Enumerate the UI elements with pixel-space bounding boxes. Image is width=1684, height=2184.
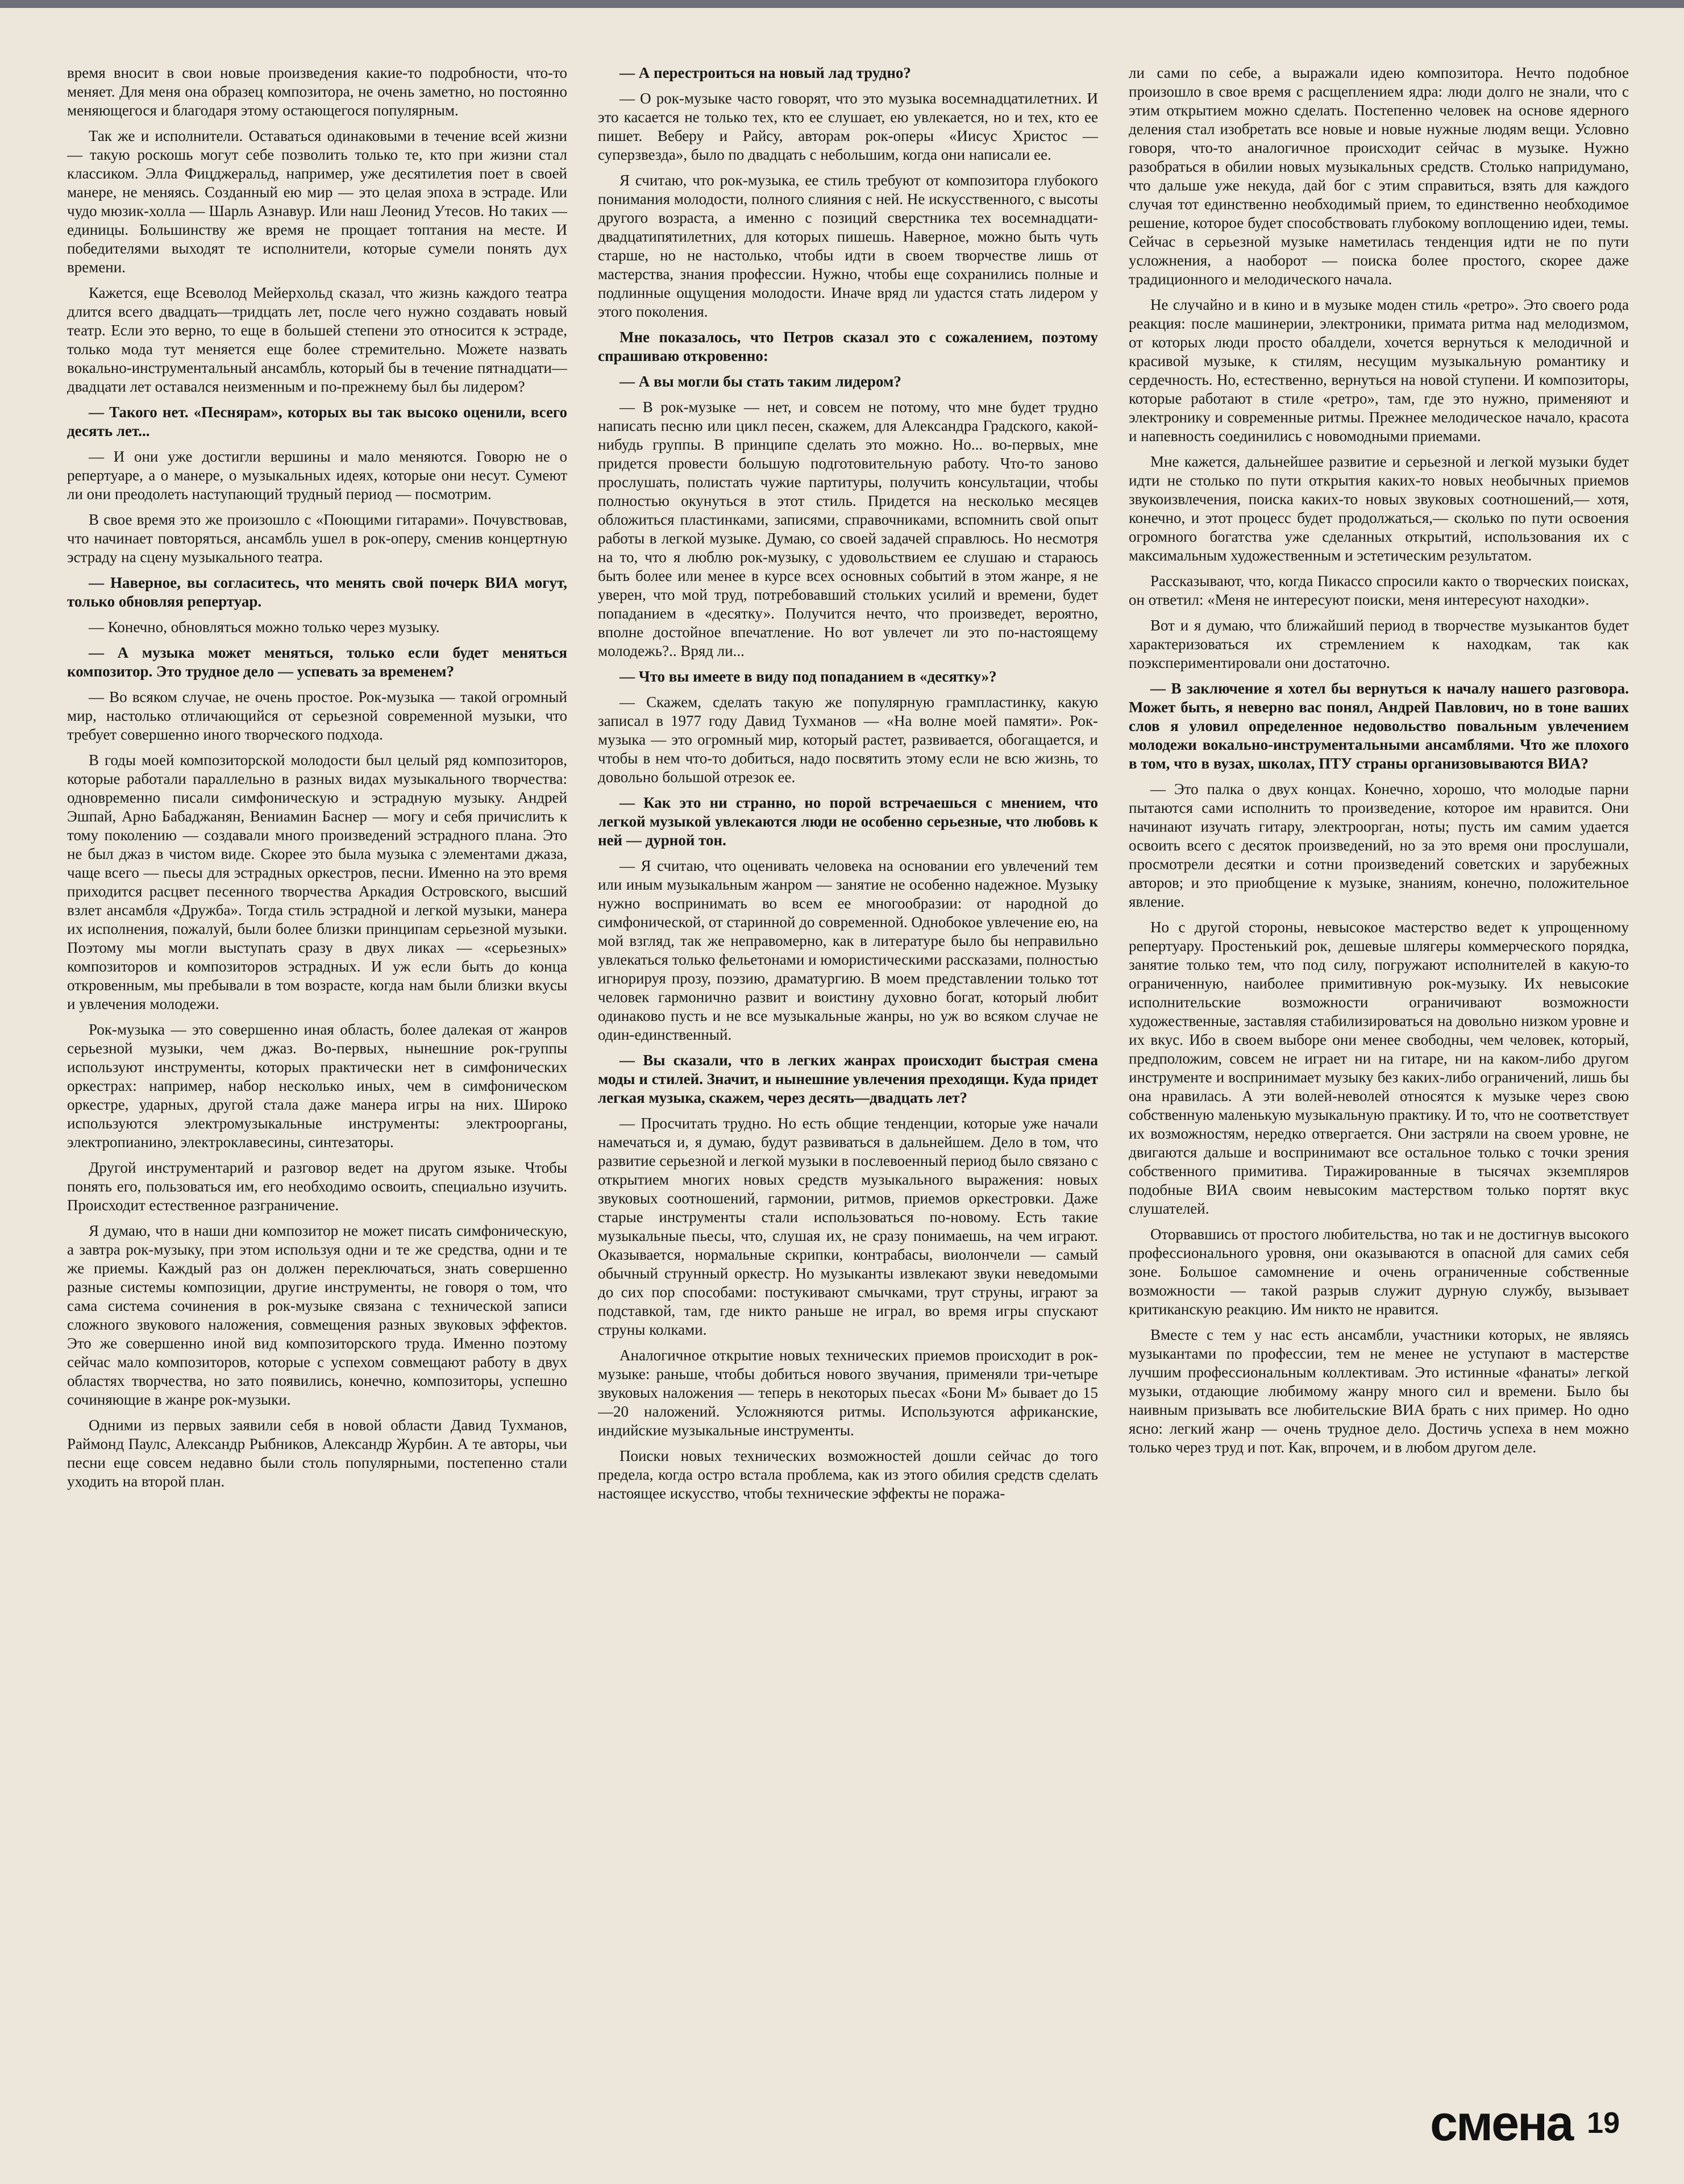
paragraph-continued: ли сами по себе, а выражали идею композитора. Нечто подобное произошло в свое время с расщеплением ядра: люди долго не знали, что с этим открытием можно сделать. Постепенно человек на основе ядерного деления стал изобретать все новые и новые нужные людям вещи. Условно говоря, что-то аналогичное происходит сейчас в музыке. Нужно разобраться в обилии новых музыкальных средств. Столько напридумано, что дальше уже некуда, дай бог с этим справиться, взять для каждого случая тот единственно необходимый прием, то единственно необходимое решение, которое будет способствовать глубокому воплощению идеи, темы. Сейчас в серьезной музыке наметилась тенденция идти не по пути усложнения, а наоборот — поиска более простого, скорее даже традиционного и мелодического начала. xyxy=(1129,64,1629,288)
paragraph: Так же и исполнители. Оставаться одинаковыми в течение всей жизни — такую роскошь могут себе позволить только те, кто при жизни стал классиком. Элла Фицджеральд, например, уже десятилетия поет в своей манере, не меняясь. Созданный ею мир — это целая эпоха в эстраде. Или чудо мюзик-холла — Шарль Азнавур. Или наш Леонид Утесов. Но таких — единицы. Большинству же время не прощает топтания на месте. И победителями выходят те исполнители, которые сумели понять дух времени. xyxy=(67,127,567,276)
interview-question: — А перестроиться на новый лад трудно? xyxy=(619,64,911,81)
interview-question: Мне показалось, что Петров сказал это с сожалением, поэтому спрашиваю откровенно: xyxy=(598,329,1098,364)
text-column-2 xyxy=(598,64,1098,2087)
paragraph: — Конечно, обновляться можно только через музыку. xyxy=(89,618,440,636)
interview-question: — Такого нет. «Песнярам», которых вы так высоко оценили, всего десять лет... xyxy=(67,404,567,439)
interview-question: — Наверное, вы согласитесь, что менять свой почерк ВИА могут, только обновляя репертуар. xyxy=(67,574,567,610)
interview-question: — Как это ни странно, но порой встречаешься с мнением, что легкой музыкой увлекаются люди не особенно серьезные, что любовь к ней — дурной тон. xyxy=(598,794,1098,849)
paragraph: Оторвавшись от простого любительства, но так и не достигнув высокого профессионального уровня, они оказываются в опасной для самих себя зоне. Большое самомнение и очень ограниченные собственные возможности — такой разрыв служит дурную службу, вызывает критиканскую реакцию. Им никто не нравится. xyxy=(1129,1226,1629,1318)
paragraph: Я считаю, что рок-музыка, ее стиль требуют от композитора глубокого понимания молодости, полного слияния с ней. Не искусственного, с высоты другого возраста, а именно с позиций сверстника тех восемнадцати-двадцатипятилетних, для которых пишешь. Наверное, можно быть чуть старше, но не настолько, чтобы идти в своем творчестве лишь от мастерства, знания профессии. Нужно, чтобы еще сохранились полные и подлинные ощущения молодости. Иначе вряд ли удастся стать лидером у этого поколения. xyxy=(598,172,1098,320)
interview-question: — Что вы имеете в виду под попаданием в «десятку»? xyxy=(619,668,997,685)
paragraph: — Это палка о двух концах. Конечно, хорошо, что молодые парни пытаются сами исполнить то произведение, которое им нравится. Они начинают изучать гитару, электроорган, ноты; пусть им самим удается освоить всего с десяток произведений, но за это время они прослушали, просмотрели десятки и сотни произведений советских и зарубежных авторов; и это приобщение к музыке, знаниям, конечно, положительное явление. xyxy=(1129,780,1629,910)
paragraph: Аналогичное открытие новых технических приемов происходит в рок-музыке: раньше, чтобы добиться нового звучания, применяли три-четыре звуковых наложения — теперь в некоторых пьесах «Бони М» бывает до 15—20 наложений. Усложняются ритмы. Используются африканские, индийские музыкальные инструменты. xyxy=(598,1347,1098,1439)
magazine-logo: смена xyxy=(1430,2095,1573,2151)
interview-question: — В заключение я хотел бы вернуться к началу нашего разговора. Может быть, я неверно вас понял, Андрей Павлович, но в тоне ваших слов я уловил определенное недовольство повальным увлечением молодежи вокально-инструментальными ансамблями. Что же плохого в том, что в вузах, школах, ПТУ страны организовываются ВИА? xyxy=(1129,680,1629,772)
paragraph: — О рок-музыке часто говорят, что это музыка восемнадцатилетних. И это касается не только тех, кто ее слушает, ею увлекается, но и тех, кто ее пишет. Веберу и Райсу, авторам рок-оперы «Иисус Христос — суперзвезда», было по двадцать с небольшим, когда они написали ее. xyxy=(598,90,1098,163)
paragraph: — И они уже достигли вершины и мало меняются. Говорю не о репертуаре, а о манере, о музыкальных идеях, которые они несут. Сумеют ли они преодолеть наступающий трудный период — посмотрим. xyxy=(67,448,567,503)
paragraph: Рок-музыка — это совершенно иная область, более далекая от жанров серьезной музыки, чем джаз. Во-первых, нынешние рок-группы используют инструменты, которых практически нет в симфонических оркестрах: например, набор несколько иных, чем в симфоническом оркестре, ударных, другой стала даже манера игры на них. Широко используются электромузыкальные инструменты: электроорганы, электропианино, электроклавесины, синтезаторы. xyxy=(67,1021,567,1151)
paragraph: — В рок-музыке — нет, и совсем не потому, что мне будет трудно написать песню или цикл песен, скажем, для Александра Градского, какой-нибудь группы. В принципе сделать это можно. Но... во-первых, мне придется провести большую подготовительную работу. Что-то заново прослушать, полистать чужие партитуры, получить консультации, чтобы полностью окунуться в этот стиль. Придется на несколько месяцев обложиться пластинками, записями, справочниками, вспомнить свой опыт работы в легкой музыке. Думаю, со своей задачей справлюсь. Но несмотря на то, что я люблю рок-музыку, с удовольствием ее слушаю и стараюсь быть более или менее в курсе всех основных событий в этом жанре, я не уверен, что мой труд, потребовавший стольких усилий и времени, будет попаданием в «десятку». Получится нечто, что произведет, вероятно, вполне достойное впечатление. Но вот увлечет ли это по-настоящему молодежь?.. Вряд ли... xyxy=(598,398,1098,659)
paragraph: Я думаю, что в наши дни композитор не может писать симфоническую, а завтра рок-музыку, при этом используя одни и те же средства, одни и те же приемы. Каждый раз он должен переключаться, знать совершенно разные системы композиции, другие инструменты, не говоря о том, что сама система сочинения в рок-музыке связана с технической записи сложного звукового наложения, совмещения разных звуковых эффектов. Это же совершенно иной вид композиторского труда. Именно поэтому сейчас мало композиторов, которые с успехом совмещают работу в двух областях творчества, но зато появились, конечно, композиторы, успешно сочиняющие в жанре рок-музыки. xyxy=(67,1222,567,1408)
page-number: 19 xyxy=(1587,2107,1620,2140)
paragraph: В годы моей композиторской молодости был целый ряд композиторов, которые работали параллельно в разных видах музыкального творчества: одновременно писали симфоническую и эстрадную музыку. Андрей Эшпай, Арно Бабаджанян, Вениамин Баснер — могу и себя причислить к тому поколению — создавали много произведений эстрадного плана. Это не был джаз в чистом виде. Скорее это была музыка с элементами джаза, чаще всего — пьесы для эстрадных оркестров, песни. Именно на это время приходится расцвет песенного творчества Аркадия Островского, высший взлет ансамбля «Дружба». Тогда стиль эстрадной и легкой музыки, манера их исполнения, пожалуй, были более близки принципам серьезной музыки. Поэтому мы могли выступать сразу в двух ликах — «серьезных» композиторов и композиторов эстрадных. И уж если быть до конца откровенным, мы пребывали в том возрасте, когда нам были близки вкусы и увлечения молодежи. xyxy=(67,751,567,1012)
paragraph: Другой инструментарий и разговор ведет на другом языке. Чтобы понять его, пользоваться им, его необходимо освоить, специально изучить. Происходит естественное разграничение. xyxy=(67,1159,567,1214)
interview-question: — А музыка может меняться, только если будет меняться композитор. Это трудное дело — успевать за временем? xyxy=(67,644,567,680)
paragraph: — Во всяком случае, не очень простое. Рок-музыка — такой огромный мир, настолько отличающийся от серьезной современной музыки, что требует совершенно иного творческого подхода. xyxy=(67,688,567,743)
text-column-3 xyxy=(1129,64,1629,2087)
paragraph: — Скажем, сделать такую же популярную грампластинку, какую записал в 1977 году Давид Тухманов — «На волне моей памяти». Рок-музыка — это огромный мир, который растет, развивается, обогащается, и чтобы в нем что-то добиться, надо посвятить этому если не всю жизнь, то довольно большой отрезок ее. xyxy=(598,694,1098,786)
paragraph: Поиски новых технических возможностей дошли сейчас до того предела, когда остро встала проблема, как из этого обилия средств сделать настоящее искусство, чтобы технические эффекты не поража- xyxy=(598,1447,1098,1502)
paragraph: Вот и я думаю, что ближайший период в творчестве музыкантов будет характеризоваться их стремлением к находкам, так как поэкспериментировали они достаточно. xyxy=(1129,617,1629,671)
interview-question: — А вы могли бы стать таким лидером? xyxy=(619,373,901,390)
paragraph: Но с другой стороны, невысокое мастерство ведет к упрощенному репертуару. Простенький рок, дешевые шлягеры коммерческого порядка, занятие только тем, что под силу, погружают исполнителей в какую-то ограниченную, наиболее примитивную рок-музыку. Их невысокие исполнительские возможности ограничивают возможности художественные, заставляя стабилизироваться на довольно низком уровне и их вкус. Ибо в своем выборе они менее свободны, чем человек, который, предположим, совсем не играет ни на гитаре, ни на каком-либо другом инструменте и воспринимает музыку без каких-либо ограничений, лишь бы она нравилась. А эти волей-неволей относятся к музыке через свою собственную маленькую музыкальную практику. И то, что не соответствует их возможностям, нередко отвергается. Они застряли на своем уровне, не двигаются дальше и воспринимают все остальное только с точки зрения собственного примитива. Тиражированные в тысячах экземпляров подобные ВИА своим невысоким мастерством только портят вкус слушателей. xyxy=(1129,919,1629,1217)
paragraph: Рассказывают, что, когда Пикассо спросили както о творческих поисках, он ответил: «Меня не интересуют поиски, меня интересуют находки». xyxy=(1129,572,1629,608)
paragraph: В свое время это же произошло с «Поющими гитарами». Почувствовав, что начинает повторяться, ансамбль ушел в рок-оперу, сменив концертную эстраду на сцену музыкального театра. xyxy=(67,511,567,566)
paragraph: Мне кажется, дальнейшее развитие и серьезной и легкой музыки будет идти не столько по пути открытия каких-то новых необычных приемов звукоизвлечения, поиска каких-то новых звуковых соотношений,— хотя, конечно, и этот процесс будет продолжаться,— сколько по пути освоения огромного богатства уже сделанных открытий, использования их с максимальным художественным и эстетическим результатом. xyxy=(1129,453,1629,564)
page-footer xyxy=(1370,2092,1620,2154)
paragraph: Не случайно и в кино и в музыке моден стиль «ретро». Это своего рода реакция: после машинерии, электроники, примата ритма над мелодизмом, от которых люди просто обалдели, хочется вернуться к мелодичной и красивой музыке, к стилям, несущим музыкальную романтику и сердечность. Но, естественно, вернуться на новой ступени. И композиторы, которые работают в стиле «ретро», там, где это нужно, применяют и электронику и современные ритмы. Прежнее мелодическое начало, красота и напевность соединились с новомодными приемами. xyxy=(1129,296,1629,445)
paragraph: Вместе с тем у нас есть ансамбли, участники которых, не являясь музыкантами по профессии, тем не менее не уступают в мастерстве лучшим профессиональным коллективам. Это истинные «фанаты» легкой музыки, отдающие любимому жанру много сил и времени. Было бы наивным призывать все любительские ВИА брать с них пример. Но одно ясно: легкий жанр — очень трудное дело. Достичь успеха в нем можно только через труд и пот. Как, впрочем, и в любом другом деле. xyxy=(1129,1326,1629,1456)
paragraph: — Я считаю, что оценивать человека на основании его увлечений тем или иным музыкальным жанром — занятие не особенно надежное. Музыку нужно воспринимать во всем ее многообразии: от народной до симфонической, от старинной до современной. Однобокое увлечение ею, на мой взгляд, так же неправомерно, как в литературе было бы неправильно увлекаться только фельетонами и юмористическими рассказами, полностью игнорируя прозу, поэзию, драматургию. В моем представлении только тот человек гармонично развит и воистину духовно богат, который любит одинаково пусть и не все музыкальные жанры, но уж во всяком случае не один-единственный. xyxy=(598,857,1098,1043)
paragraph-continued: время вносит в свои новые произведения какие-то подробности, что-то меняет. Для меня она образец композитора, не очень заметно, но постоянно меняющегося и благодаря этому остающегося популярным. xyxy=(67,64,567,119)
paragraph: — Просчитать трудно. Но есть общие тенденции, которые уже начали намечаться и, я думаю, будут развиваться в дальнейшем. Дело в том, что развитие серьезной и легкой музыки в послевоенный период было связано с открытием многих новых средств музыкального выражения: новых звуковых соотношений, гармонии, ритмов, приемов оркестровки. Даже старые инструменты стали использоваться по-новому. Есть такие музыкальные пьесы, что, слушая их, не сразу понимаешь, на чем играют. Оказывается, нормальные скрипки, контрабасы, виолончели — самый обычный струнный оркестр. Но музыканты извлекают звуки неведомыми до сих пор способами: постукивают смычками, трут струны, играют за подставкой, там, где никто раньше не играл, во время игры спускают струны колками. xyxy=(598,1115,1098,1338)
interview-question: — Вы сказали, что в легких жанрах происходит быстрая смена моды и стилей. Значит, и нынешние увлечения преходящи. Куда придет легкая музыка, скажем, через десять—двадцать лет? xyxy=(598,1052,1098,1106)
paragraph: Одними из первых заявили себя в новой области Давид Тухманов, Раймонд Паулс, Александр Рыбников, Александр Журбин. А те авторы, чьи песни еще совсем недавно были столь популярными, постепенно стали уходить на второй план. xyxy=(67,1417,567,1490)
paragraph: Кажется, еще Всеволод Мейерхольд сказал, что жизнь каждого театра длится всего двадцать—тридцать лет, после чего нужно создавать новый театр. Если это верно, то еще в большей степени это относится к эстраде, только мода тут меняется еще более стремительно. Можете назвать вокально-инструментальный ансамбль, который бы в течение пятнадцати—двадцати лет оставался неизменным и по-прежнему был бы лидером? xyxy=(67,284,567,395)
text-column-1 xyxy=(67,64,567,2087)
